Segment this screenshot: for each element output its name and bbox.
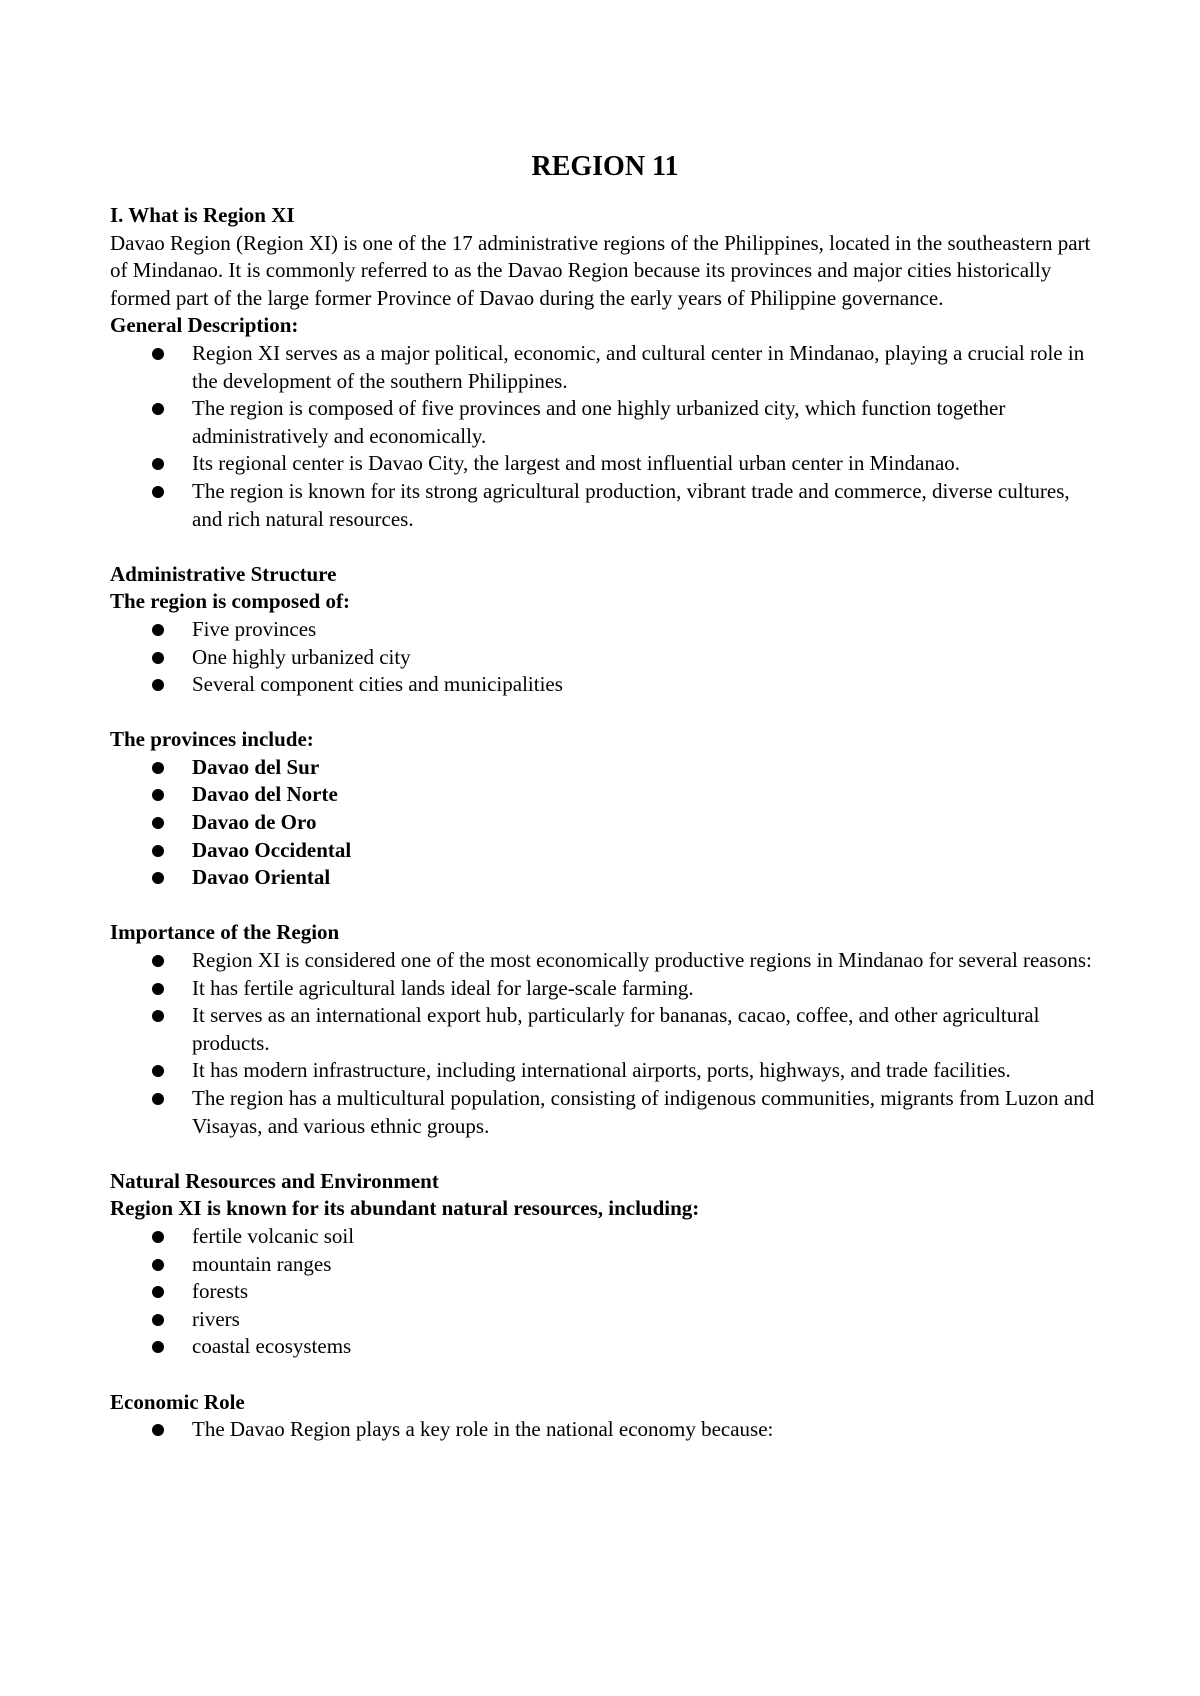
provinces-list — [110, 754, 1100, 892]
list-item: coastal ecosystems — [192, 1333, 1100, 1361]
list-item: It serves as an international export hub, particularly for bananas, cacao, coffee, and other agricultural products. — [192, 1002, 1100, 1057]
list-item: rivers — [192, 1306, 1100, 1334]
list-item: Davao de Oro — [192, 809, 1100, 837]
importance-list — [110, 947, 1100, 1140]
bullet-icon — [152, 486, 164, 498]
bullet-icon — [152, 1424, 164, 1436]
general-description-heading: General Description: — [110, 313, 299, 338]
bullet-icon — [152, 1314, 164, 1326]
bullet-icon — [152, 1010, 164, 1022]
bullet-icon — [152, 1286, 164, 1298]
economic-role-heading: Economic Role — [110, 1389, 245, 1414]
bullet-icon — [152, 872, 164, 884]
document-page — [110, 150, 1100, 1444]
bullet-icon — [152, 679, 164, 691]
bullet-icon — [152, 348, 164, 360]
list-item: forests — [192, 1278, 1100, 1306]
list-item: Five provinces — [192, 616, 1100, 644]
section-heading-what-is-region: I. What is Region XI — [110, 203, 295, 227]
bullet-icon — [152, 403, 164, 415]
bullet-icon — [152, 652, 164, 664]
bullet-icon — [152, 983, 164, 995]
list-item: fertile volcanic soil — [192, 1223, 1100, 1251]
importance-heading: Importance of the Region — [110, 920, 340, 945]
list-item: Region XI serves as a major political, economic, and cultural center in Mindanao, playing a crucial role in the development of the southern Philippines. — [192, 340, 1100, 395]
list-item: It has modern infrastructure, including international airports, ports, highways, and trade facilities. — [192, 1057, 1100, 1085]
provinces-heading: The provinces include: — [110, 727, 314, 752]
list-item: Its regional center is Davao City, the largest and most influential urban center in Mindanao. — [192, 450, 1100, 478]
list-item: It has fertile agricultural lands ideal for large-scale farming. — [192, 975, 1100, 1003]
list-item: Davao Oriental — [192, 864, 1100, 892]
list-item: The region is known for its strong agricultural production, vibrant trade and commerce, diverse cultures, and rich natural resources. — [192, 478, 1100, 533]
bullet-icon — [152, 955, 164, 967]
bullet-icon — [152, 1093, 164, 1105]
natural-resources-subheading: Region XI is known for its abundant natural resources, including: — [110, 1196, 700, 1221]
natural-resources-list — [110, 1223, 1100, 1361]
natural-resources-heading: Natural Resources and Environment — [110, 1168, 439, 1193]
bullet-icon — [152, 789, 164, 801]
list-item: One highly urbanized city — [192, 644, 1100, 672]
economic-role-list — [110, 1416, 1100, 1444]
admin-structure-heading: Administrative Structure — [110, 561, 337, 586]
intro-paragraph: Davao Region (Region XI) is one of the 17 administrative regions of the Philippines, located in the southeastern part of Mindanao. It is commonly referred to as the Davao Region because its provinces and major cities historically formed part of the large former Province of Davao during the early years of Philippine governance. — [110, 230, 1091, 310]
general-description-list — [110, 340, 1100, 533]
list-item: Davao del Sur — [192, 754, 1100, 782]
bullet-icon — [152, 762, 164, 774]
bullet-icon — [152, 1341, 164, 1353]
bullet-icon — [152, 1231, 164, 1243]
list-item: The region has a multicultural population, consisting of indigenous communities, migrants from Luzon and Visayas, and various ethnic groups. — [192, 1085, 1100, 1140]
bullet-icon — [152, 458, 164, 470]
admin-structure-subheading: The region is composed of: — [110, 589, 350, 614]
bullet-icon — [152, 624, 164, 636]
list-item: The region is composed of five provinces and one highly urbanized city, which function together administratively and economically. — [192, 395, 1100, 450]
bullet-icon — [152, 1259, 164, 1271]
bullet-icon — [152, 817, 164, 829]
list-item: Davao Occidental — [192, 837, 1100, 865]
bullet-icon — [152, 1065, 164, 1077]
list-item: Region XI is considered one of the most economically productive regions in Mindanao for several reasons: — [192, 947, 1100, 975]
list-item: mountain ranges — [192, 1251, 1100, 1279]
admin-structure-list — [110, 616, 1100, 699]
list-item: Several component cities and municipalities — [192, 671, 1100, 699]
list-item: Davao del Norte — [192, 781, 1100, 809]
bullet-icon — [152, 845, 164, 857]
list-item: The Davao Region plays a key role in the national economy because: — [192, 1416, 1100, 1444]
document-title: REGION 11 — [531, 151, 679, 182]
